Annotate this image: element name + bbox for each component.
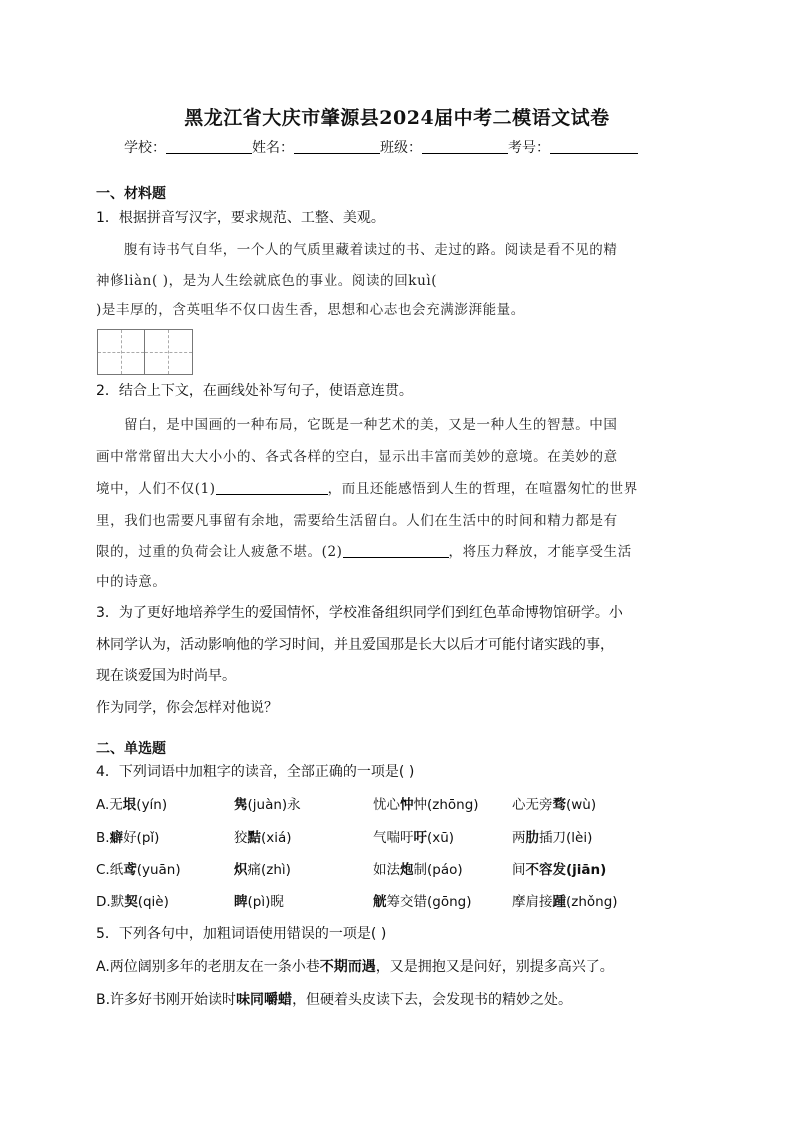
option-label: B. [96, 830, 110, 846]
option-text: ，又是拥抱又是问好，别提多高兴了。 [375, 959, 614, 975]
bold-character: 踵 [552, 894, 566, 910]
question-5-option-a[interactable] [96, 956, 614, 976]
bold-character: 契 [124, 894, 138, 910]
class-label: 班级： [380, 140, 422, 156]
pinyin-text: 筹交错(gōng) [386, 894, 472, 910]
writing-grid-cell[interactable] [98, 330, 145, 374]
pinyin-text: (pì)睨 [247, 894, 284, 910]
section-heading-1: 一、材料题 [96, 186, 166, 202]
bold-character: 吁 [413, 830, 427, 846]
bold-character: 炽 [234, 862, 248, 878]
pinyin-text: 好(pǐ) [123, 830, 160, 846]
word-text: 间 [512, 862, 526, 878]
question-4-option-item[interactable] [96, 793, 167, 813]
question-2-stem: 2．结合上下文，在画线处补写句子，使语意连贯。 [96, 383, 413, 399]
writing-grid[interactable] [97, 329, 193, 375]
question-4-option-item [373, 890, 472, 910]
question-4-option-item [512, 890, 618, 910]
question-2-text: ，而且还能感悟到人生的哲理，在喧嚣匆忙的世界 [327, 481, 638, 497]
number-field[interactable] [550, 139, 638, 154]
word-text: 默 [110, 894, 125, 910]
question-1-passage-line: )是丰厚的，含英咀华不仅口齿生香，思想和心志也会充满澎湃能量。 [96, 302, 525, 318]
pinyin-text: (xū) [427, 830, 455, 846]
question-4-option-item [373, 826, 454, 846]
pinyin-text: (yín) [136, 797, 168, 813]
pinyin-text: 插刀(lèi) [539, 830, 593, 846]
question-4-option-item [234, 858, 291, 878]
question-3-line: 现在谈爱国为时尚早。 [96, 668, 236, 684]
writing-grid-cell[interactable] [145, 330, 192, 374]
option-text: A.两位阔别多年的老朋友在一条小巷 [96, 959, 320, 975]
question-5-option-b[interactable] [96, 989, 572, 1009]
question-5-stem: 5．下列各句中，加粗词语使用错误的一项是( ) [96, 926, 387, 942]
number-label: 考号： [508, 140, 550, 156]
bold-character: 觥 [373, 894, 387, 910]
pinyin-text: 忡(zhōng) [413, 797, 479, 813]
pinyin-text: (juàn)永 [247, 797, 301, 813]
question-2-text: 限的，过重的负荷会让人疲惫不堪。(2) [96, 544, 343, 560]
answer-blank-1[interactable] [216, 481, 328, 495]
option-text: B.许多好书刚开始读时 [96, 992, 237, 1008]
option-label: D. [96, 894, 111, 910]
bold-character: 骛 [552, 797, 566, 813]
bold-character: 炮 [400, 862, 414, 878]
word-text: 无 [109, 797, 123, 813]
bold-character: 鸢 [123, 862, 137, 878]
question-4-option-item [512, 858, 606, 878]
option-label: C. [96, 862, 110, 878]
bold-character: 不容发(jiān) [525, 862, 607, 878]
option-text: ，但硬着头皮读下去，会发现书的精妙之处。 [292, 992, 573, 1008]
page-title: 黑龙江省大庆市肇源县2024届中考二模语文试卷 [184, 107, 610, 129]
school-label: 学校： [124, 140, 166, 156]
school-field[interactable] [166, 139, 252, 154]
question-1-stem: 1．根据拼音写汉字，要求规范、工整、美观。 [96, 210, 385, 226]
question-2-passage-line: 留白，是中国画的一种布局，它既是一种艺术的美，又是一种人生的智慧。中国 [124, 417, 618, 433]
word-text: 摩肩接 [512, 894, 553, 910]
pinyin-text: (wù) [566, 797, 597, 813]
bold-character: 垠 [122, 797, 137, 813]
bold-character: 癖 [109, 830, 124, 846]
pinyin-text: (zhǒng) [566, 894, 618, 910]
question-4-option-item [234, 826, 292, 846]
question-1-passage-line: 腹有诗书气自华，一个人的气质里藏着读过的书、走过的路。阅读是看不见的精 [124, 242, 618, 258]
word-text: 两 [512, 830, 526, 846]
name-label: 姓名： [252, 140, 294, 156]
question-1-passage-line: 神修liàn( )，是为人生绘就底色的事业。阅读的回kuì( [96, 273, 438, 289]
question-4-option-item[interactable] [96, 826, 159, 846]
question-4-option-item [512, 793, 596, 813]
question-3-line: 3．为了更好地培养学生的爱国情怀，学校准备组织同学们到红色革命博物馆研学。小 [96, 605, 623, 621]
word-text: 气喘吁 [373, 830, 414, 846]
student-info-line [124, 137, 638, 157]
question-2-passage-line [96, 477, 638, 497]
question-4-option-item[interactable] [96, 890, 169, 910]
bold-phrase: 不期而遇 [319, 959, 376, 975]
pinyin-text: (qiè) [137, 894, 169, 910]
question-2-passage-line: 画中常常留出大大小小的、各式各样的空白，显示出丰富而美妙的意境。在美妙的意 [96, 449, 618, 465]
question-2-passage-line: 里，我们也需要凡事留有余地，需要给生活留白。人们在生活中的时间和精力都是有 [96, 513, 618, 529]
bold-phrase: 味同嚼蜡 [236, 992, 293, 1008]
option-label: A. [96, 797, 110, 813]
question-4-stem: 4．下列词语中加粗字的读音，全部正确的一项是( ) [96, 764, 415, 780]
question-4-option-item[interactable] [96, 858, 181, 878]
name-field[interactable] [294, 139, 380, 154]
question-3-line: 作为同学，你会怎样对他说？ [96, 700, 278, 716]
pinyin-text: (xiá) [261, 830, 292, 846]
question-4-option-item [373, 793, 479, 813]
bold-character: 忡 [400, 797, 414, 813]
question-4-option-item [373, 858, 463, 878]
question-2-text: 境中，人们不仅(1) [96, 481, 216, 497]
question-2-text: ，将压力释放，才能享受生活 [448, 544, 632, 560]
pinyin-text: 痛(zhì) [247, 862, 291, 878]
question-2-passage-line: 中的诗意。 [96, 574, 167, 590]
word-text: 心无旁 [512, 797, 553, 813]
question-2-passage-line [96, 540, 632, 560]
answer-blank-2[interactable] [343, 544, 449, 558]
bold-character: 隽 [234, 797, 248, 813]
question-4-option-item [234, 793, 301, 813]
question-3-line: 林同学认为，活动影响他的学习时间，并且爱国那是长大以后才可能付诸实践的事， [96, 637, 614, 653]
bold-character: 黠 [247, 830, 261, 846]
section-heading-2: 二、单选题 [96, 741, 166, 757]
word-text: 狡 [234, 830, 248, 846]
question-4-option-item [512, 826, 592, 846]
question-4-option-item [234, 890, 284, 910]
bold-character: 睥 [234, 894, 248, 910]
class-field[interactable] [422, 139, 508, 154]
pinyin-text: (yuān) [136, 862, 181, 878]
pinyin-text: 制(páo) [413, 862, 463, 878]
word-text: 忧心 [373, 797, 400, 813]
word-text: 如法 [373, 862, 400, 878]
bold-character: 肋 [525, 830, 539, 846]
word-text: 纸 [109, 862, 124, 878]
